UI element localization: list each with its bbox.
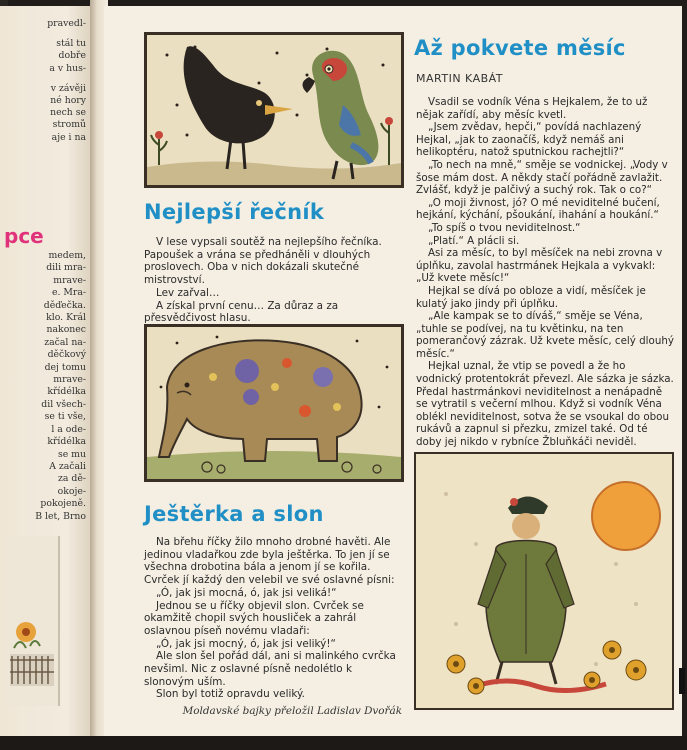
left-page-line: e. Mra- <box>51 287 86 299</box>
left-page-line: křídélka <box>47 386 86 398</box>
paragraph: „O moji živnost, jó? O mé neviditelné bučení, hejkání, kýchání, pšoukání, ihahání a houkání.“ <box>416 196 660 222</box>
left-page <box>0 6 96 740</box>
left-page-line: pravedl- <box>47 18 86 29</box>
paragraph: Na břehu říčky žilo mnoho drobné havěti. Ale jedinou vladařkou zde byla ještěrka. To jen jí se všechna drobotina bála a jenom jí se kořila. Cvrček jí každý den velebil ve své oslavné písni: <box>144 536 395 587</box>
paragraph: Hejkal se dívá po obloze a vidí, měsíček je kulatý jako jindy při úplňku. <box>416 284 646 310</box>
story-best-speaker-text <box>144 236 402 325</box>
left-page-line: stromů <box>52 119 86 131</box>
waterman-moon-illustration <box>414 452 674 710</box>
paragraph: Slon byl totiž opravdu veliký. <box>156 688 305 701</box>
paragraph: „Ó, jak jsi mocný, ó, jak jsi veliký!“ <box>156 637 336 650</box>
elephant-illustration <box>144 324 404 482</box>
left-page-line: mrave- <box>53 374 86 386</box>
left-page-line: B let, Brno <box>35 510 86 522</box>
left-page-line: děďečka. <box>43 299 86 311</box>
paragraph: „To spíš o tvou neviditelnost.“ <box>428 221 581 234</box>
left-page-text-top <box>6 18 86 144</box>
paragraph: Asi za měsíc, to byl měsíček na nebi zrovna v úplňku, zavolal hastrmánek Hejkala a vykvakl: „Už kvete měsíc!“ <box>416 247 663 285</box>
left-page-line: medem, <box>48 250 86 261</box>
paragraph: „Jsem zvědav, hepči,“ povídá nachlazený Hejkal, „jak to zaonačíš, když nemáš ani helikoptéru, natož sputnickou rachejtli?“ <box>416 121 642 159</box>
left-page-heading: pce <box>4 224 44 248</box>
crow-parrot-illustration <box>144 32 404 188</box>
left-page-line: v závěji <box>50 82 86 94</box>
left-page-line <box>6 30 86 38</box>
paragraph: Vsadil se vodník Véna s Hejkalem, že to už nějak zařídí, aby měsíc kvetl. <box>416 96 648 121</box>
paragraph: „Platí.“ A plácli si. <box>428 234 520 247</box>
author-name: MARTIN KABÁT <box>416 72 504 85</box>
paragraph: „To nech na mně,“ směje se vodnickej. „Vody v šose mám dost. A někdy stačí pořádně zavlažit. Zvlášť, když je palčivý a suchý rok. Tak o co?“ <box>416 158 668 197</box>
left-page-line: A začali <box>49 460 86 472</box>
left-page-line: dili mra- <box>46 262 86 274</box>
left-page-line: za dě- <box>58 473 86 485</box>
paragraph: Jednou se u říčky objevil slon. Cvrček se okamžitě chopil svých housliček a zahrál oslavnou píseň novému vladaři: <box>144 599 364 637</box>
left-page-line: křídélka <box>47 436 86 448</box>
paragraph: „Ale kampak se to díváš,“ směje se Véna, „tuhle se podívej, na tu květinku, na ten pomerančový zázrak. Už kvete měsíc, celý dlouhý měsíc.“ <box>416 310 674 360</box>
left-page-text-bottom <box>6 250 86 523</box>
left-page-line: okoje- <box>57 485 86 497</box>
story-title-moon-blooms: Až pokvete měsíc <box>414 36 626 60</box>
paragraph: „Ó, jak jsi mocná, ó, jak jsi veliká!“ <box>156 586 337 599</box>
story-moon-blooms-text <box>416 96 674 467</box>
left-page-line: se mu <box>57 448 86 460</box>
left-page-line: se ti vše, <box>44 411 86 423</box>
left-page-line: klo. Král <box>46 312 86 324</box>
paragraph: V lese vypsali soutěž na nejlepšího řečníka. Papoušek a vrána se předháněli v dlouhých proslovech. Oba v nich dokázali skutečné mistrovství. <box>144 236 382 287</box>
paragraph: A získal první cenu… Za důraz a za přesvědčivost hlasu. <box>144 299 339 325</box>
left-page-line: aje i na <box>51 131 86 143</box>
left-page-line <box>6 75 86 83</box>
left-page-line: mrave- <box>53 274 86 286</box>
story-lizard-elephant-text <box>144 536 402 718</box>
left-page-line: začal na- <box>44 336 86 348</box>
left-page-line: pokojeně. <box>40 498 86 510</box>
left-page-line: dej tomu <box>44 361 86 373</box>
left-page-line: né hory <box>50 95 86 107</box>
story-title-lizard-elephant: Ještěrka a slon <box>144 502 324 526</box>
paragraph: Hejkal uznal, že vtip se povedl a že ho vodnický protentokrát převezl. Ale sázka je sázka. Předal hastrmánkovi neviditelnost a nenápadně se vytratil s večerní mlhou. Když si vodník Véna oblékl neviditelnost, sotva že se vsoukal do obou rukávů a zapnul si přezku, zmizel také. Od té doby jej nikdo v rybníce Žbluňkáči neviděl. <box>416 360 674 449</box>
story-title-best-speaker: Nejlepší řečník <box>144 200 325 224</box>
left-page-line: a v hus- <box>49 62 86 74</box>
left-page-illustration <box>6 536 60 706</box>
translator-credit: Moldavské bajky přeložil Ladislav Dvořák <box>182 705 402 718</box>
paragraph: Lev zařval… <box>156 286 220 299</box>
left-page-line: stál tu <box>56 38 86 50</box>
bottom-band <box>0 736 687 750</box>
left-page-line: nech se <box>50 107 86 119</box>
left-page-line: nakonec <box>46 324 86 336</box>
left-page-line: dil všech- <box>41 398 86 410</box>
right-page <box>104 6 682 736</box>
page-edge-mark <box>679 668 685 694</box>
left-page-line: děčkový <box>47 349 86 361</box>
left-page-line: dobře <box>58 50 86 62</box>
left-page-line: l a ode- <box>51 423 86 435</box>
paragraph: Ale slon šel pořád dál, ani si malinkého cvrčka nevšiml. Nic z oslavné písně nedolétlo k slonovým uším. <box>144 650 396 688</box>
